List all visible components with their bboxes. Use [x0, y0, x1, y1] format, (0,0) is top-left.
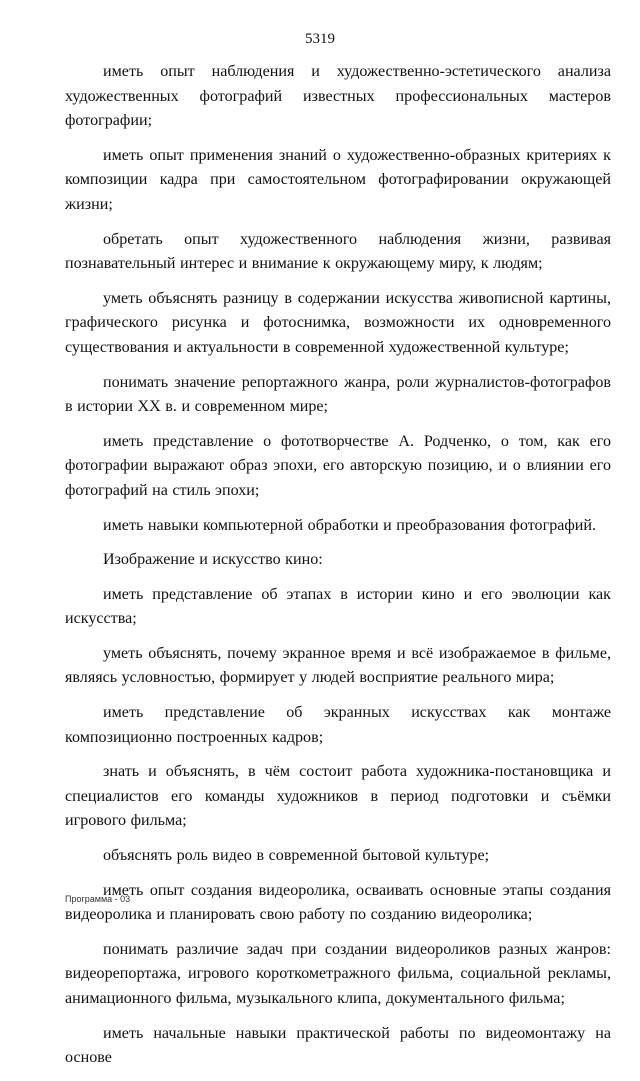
paragraph: понимать значение репортажного жанра, роли журналистов-фотографов в истории XX в. и современном мире; — [65, 373, 611, 416]
paragraph: объяснять роль видео в современной бытовой культуре; — [103, 847, 490, 865]
paragraph: понимать различие задач при создании видеороликов разных жанров: видеорепортажа, игрового короткометражного фильма, социальной рекламы, анимационного фильма, музыкального клипа, документального фильма; — [65, 940, 611, 1007]
document-body — [65, 60, 611, 1081]
paragraph: иметь представление о фототворчестве А. Родченко, о том, как его фотографии выражают образ эпохи, его авторскую позицию, и о влиянии его фотографий на стиль эпохи; — [65, 432, 611, 499]
paragraph: иметь представление об экранных искусствах как монтаже композиционно построенных кадров; — [65, 704, 611, 746]
paragraph: обретать опыт художественного наблюдения жизни, развивая познавательный интерес и внимание к окружающему миру, к людям; — [65, 230, 611, 273]
paragraph: иметь опыт наблюдения и художественно-эстетического анализа художественных фотографий известных профессиональных мастеров фотографии; — [65, 63, 611, 130]
paragraph: иметь опыт создания видеоролика, осваивать основные этапы создания видеоролика и планировать свою работу по созданию видеоролика; — [65, 881, 611, 924]
paragraph: знать и объяснять, в чём состоит работа художника-постановщика и специалистов его команды художников в период подготовки и съёмки игрового фильма; — [65, 763, 611, 830]
paragraph: уметь объяснять разницу в содержании искусства живописной картины, графического рисунка и фотоснимка, возможности их одновременного существования и актуальности в современной художественной культуре; — [65, 289, 611, 356]
paragraph: уметь объяснять, почему экранное время и всё изображаемое в фильме, являясь условностью, формирует у людей восприятие реального мира; — [65, 644, 611, 687]
paragraph: иметь навыки компьютерной обработки и преобразования фотографий. — [103, 516, 597, 534]
footer-label: Программа - 03 — [65, 894, 131, 904]
paragraph: иметь представление об этапах в истории кино и его эволюции как искусства; — [65, 585, 611, 628]
section-heading: Изображение и искусство кино: — [103, 551, 323, 569]
page-number: 5319 — [305, 31, 335, 47]
paragraph: иметь опыт применения знаний о художественно-образных критериях к композиции кадра при самостоятельном фотографировании окружающей жизни; — [65, 146, 611, 213]
paragraph: иметь начальные навыки практической работы по видеомонтажу на основе — [65, 1024, 611, 1067]
